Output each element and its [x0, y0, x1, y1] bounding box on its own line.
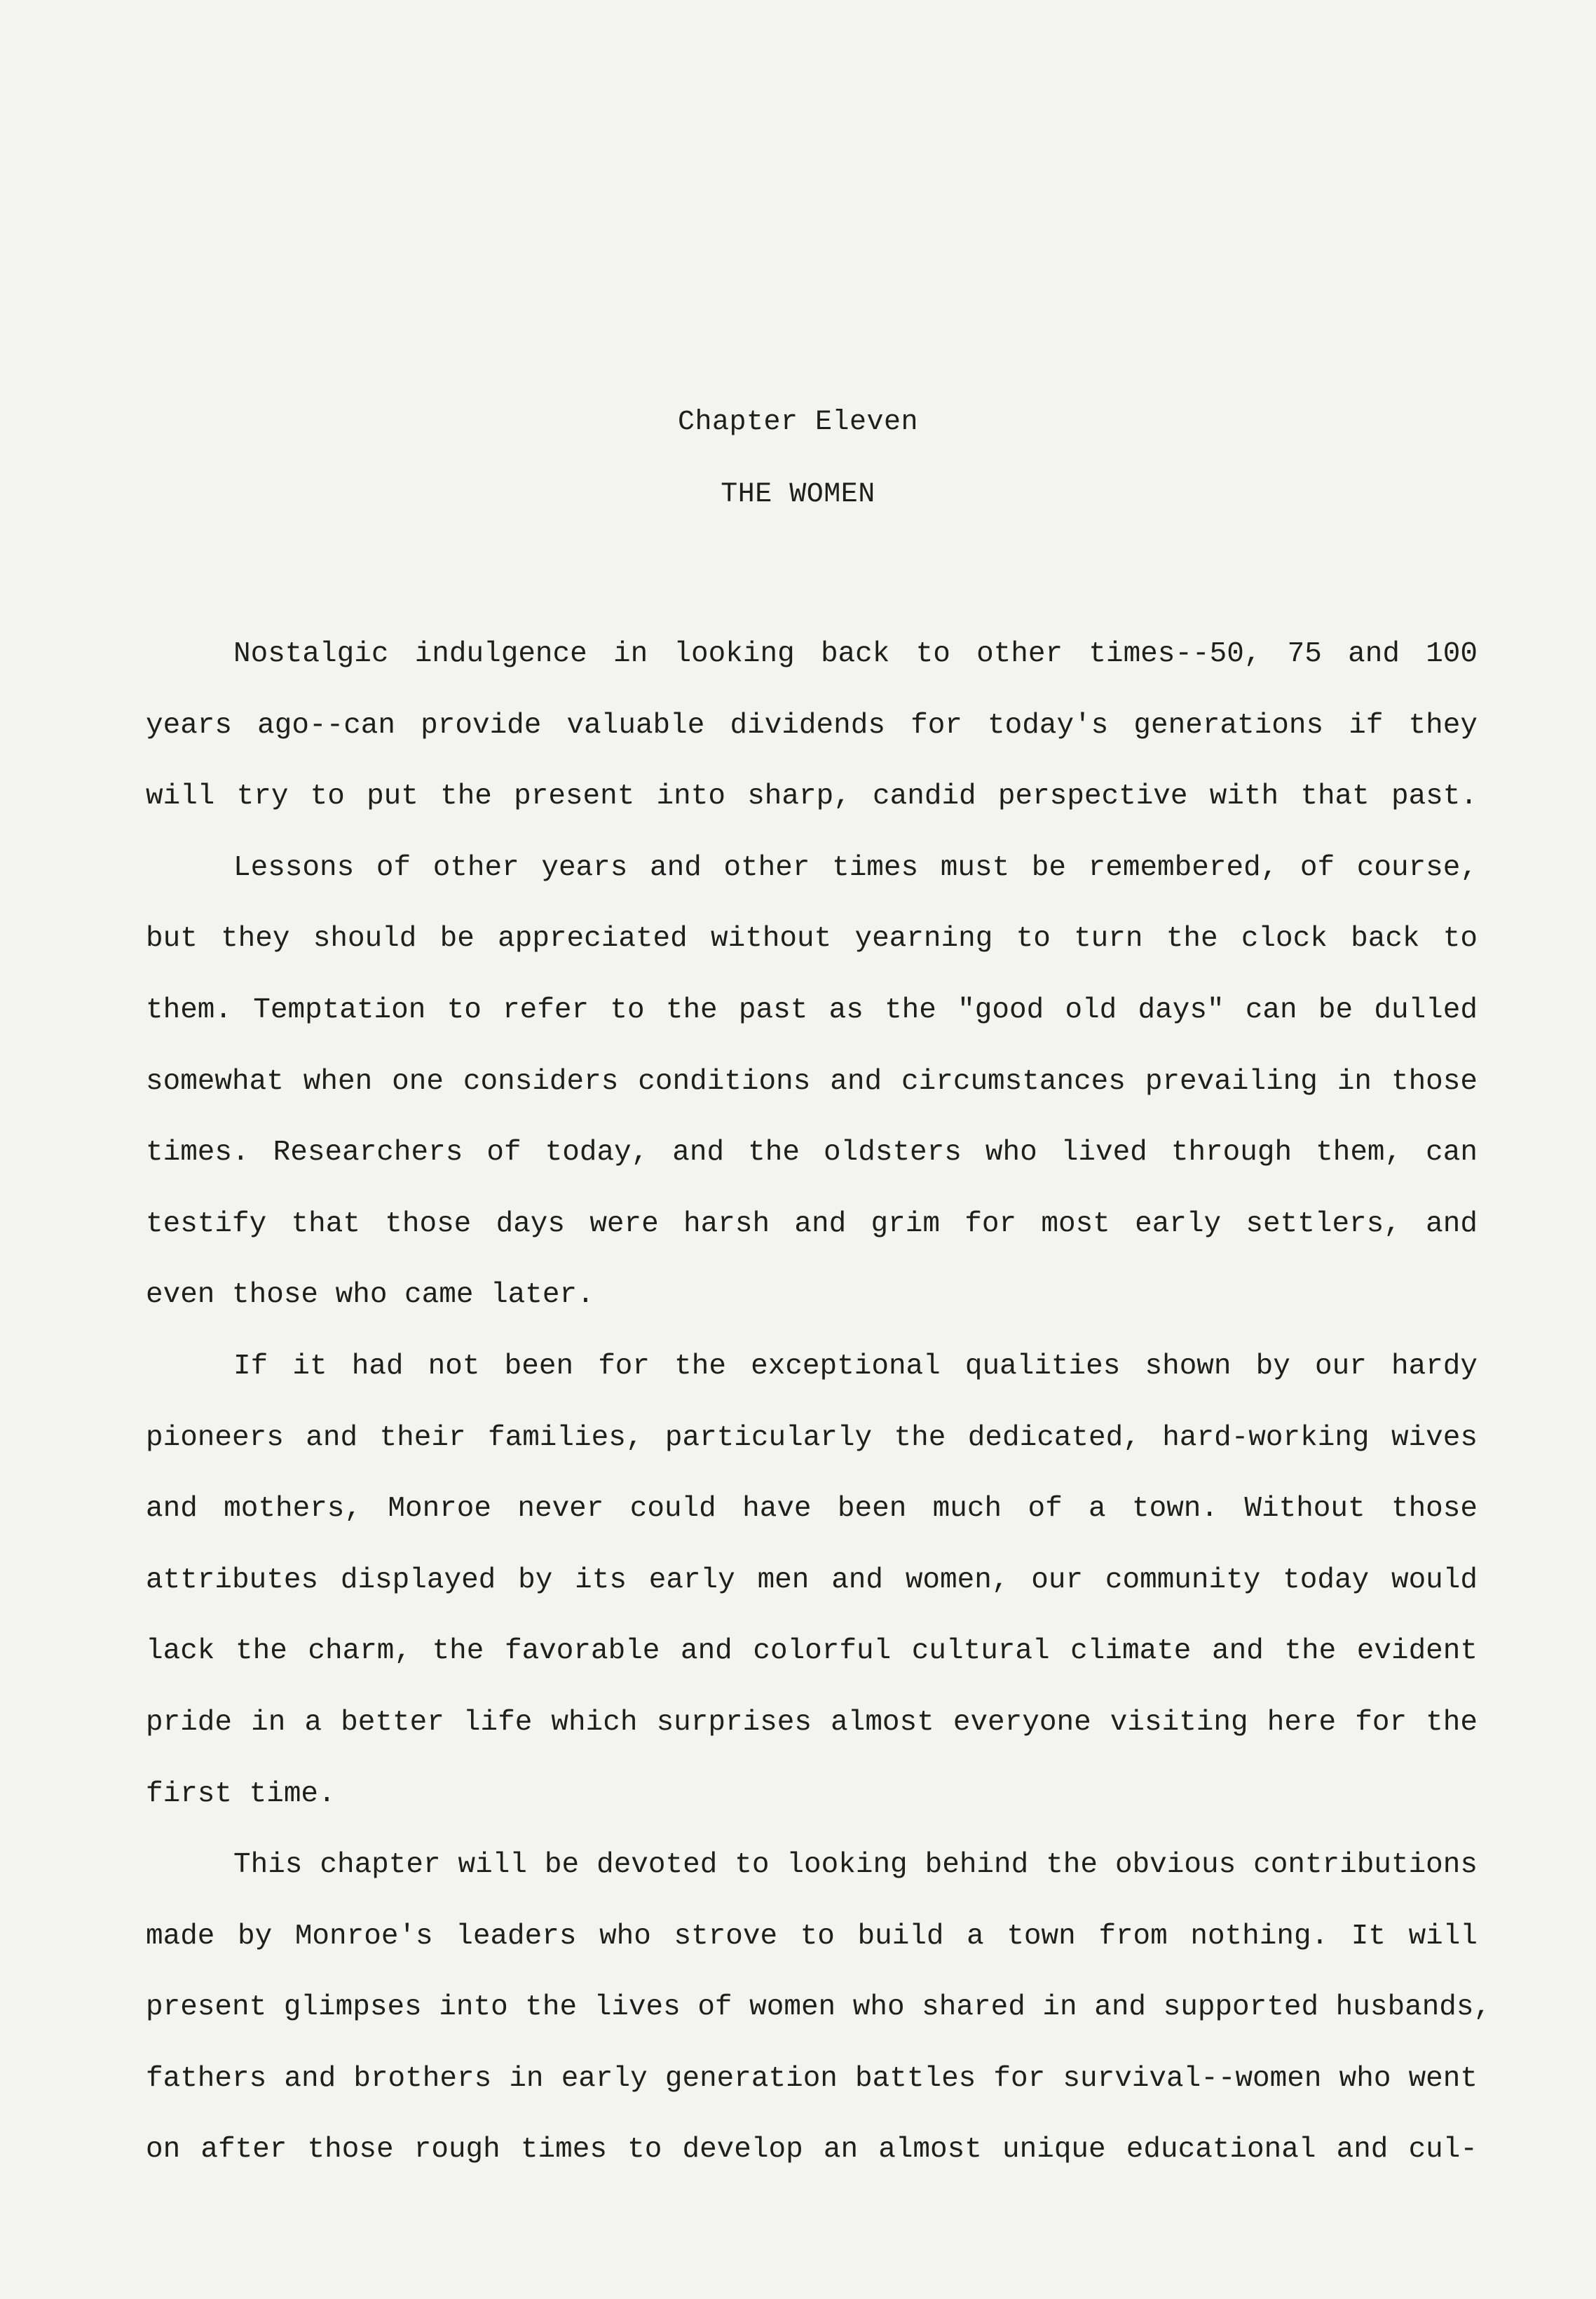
text-line: will try to put the present into sharp, candid perspective with that past. [146, 780, 1478, 813]
text-line: This chapter will be devoted to looking behind the obvious contributions [233, 1849, 1478, 1882]
text-line: somewhat when one considers conditions and circumstances prevailing in those [146, 1065, 1478, 1098]
text-line: times. Researchers of today, and the oldsters who lived through them, can [146, 1137, 1478, 1169]
text-line: If it had not been for the exceptional qualities shown by our hardy [233, 1350, 1478, 1383]
text-line: on after those rough times to develop an almost unique educational and cul- [146, 2134, 1478, 2166]
text-line: and mothers, Monroe never could have been much of a town. Without those [146, 1493, 1478, 1526]
text-line: attributes displayed by its early men and women, our community today would [146, 1564, 1478, 1596]
text-line: first time. [146, 1777, 336, 1810]
text-line: lack the charm, the favorable and colorful cultural climate and the evident [146, 1635, 1478, 1668]
text-line: pride in a better life which surprises almost everyone visiting here for the [146, 1706, 1478, 1739]
text-line: them. Temptation to refer to the past as the "good old days" can be dulled [146, 993, 1478, 1026]
chapter-label: Chapter Eleven [677, 407, 919, 438]
chapter-title: THE WOMEN [721, 479, 875, 510]
text-line: present glimpses into the lives of women who shared in and supported husbands, [146, 1991, 1492, 2024]
text-line: but they should be appreciated without yearning to turn the clock back to [146, 923, 1478, 956]
text-line: pioneers and their families, particularly the dedicated, hard-working wives [146, 1421, 1478, 1454]
text-line: Lessons of other years and other times must be remembered, of course, [233, 851, 1478, 884]
text-line: fathers and brothers in early generation battles for survival--women who went [146, 2062, 1478, 2095]
text-line: made by Monroe's leaders who strove to build a town from nothing. It will [146, 1920, 1478, 1953]
body-text [146, 619, 1492, 2186]
text-line: testify that those days were harsh and grim for most early settlers, and [146, 1207, 1478, 1240]
text-line: Nostalgic indulgence in looking back to other times--50, 75 and 100 [233, 638, 1478, 670]
text-line: even those who came later. [146, 1279, 594, 1312]
text-line: years ago--can provide valuable dividends for today's generations if they [146, 709, 1478, 742]
